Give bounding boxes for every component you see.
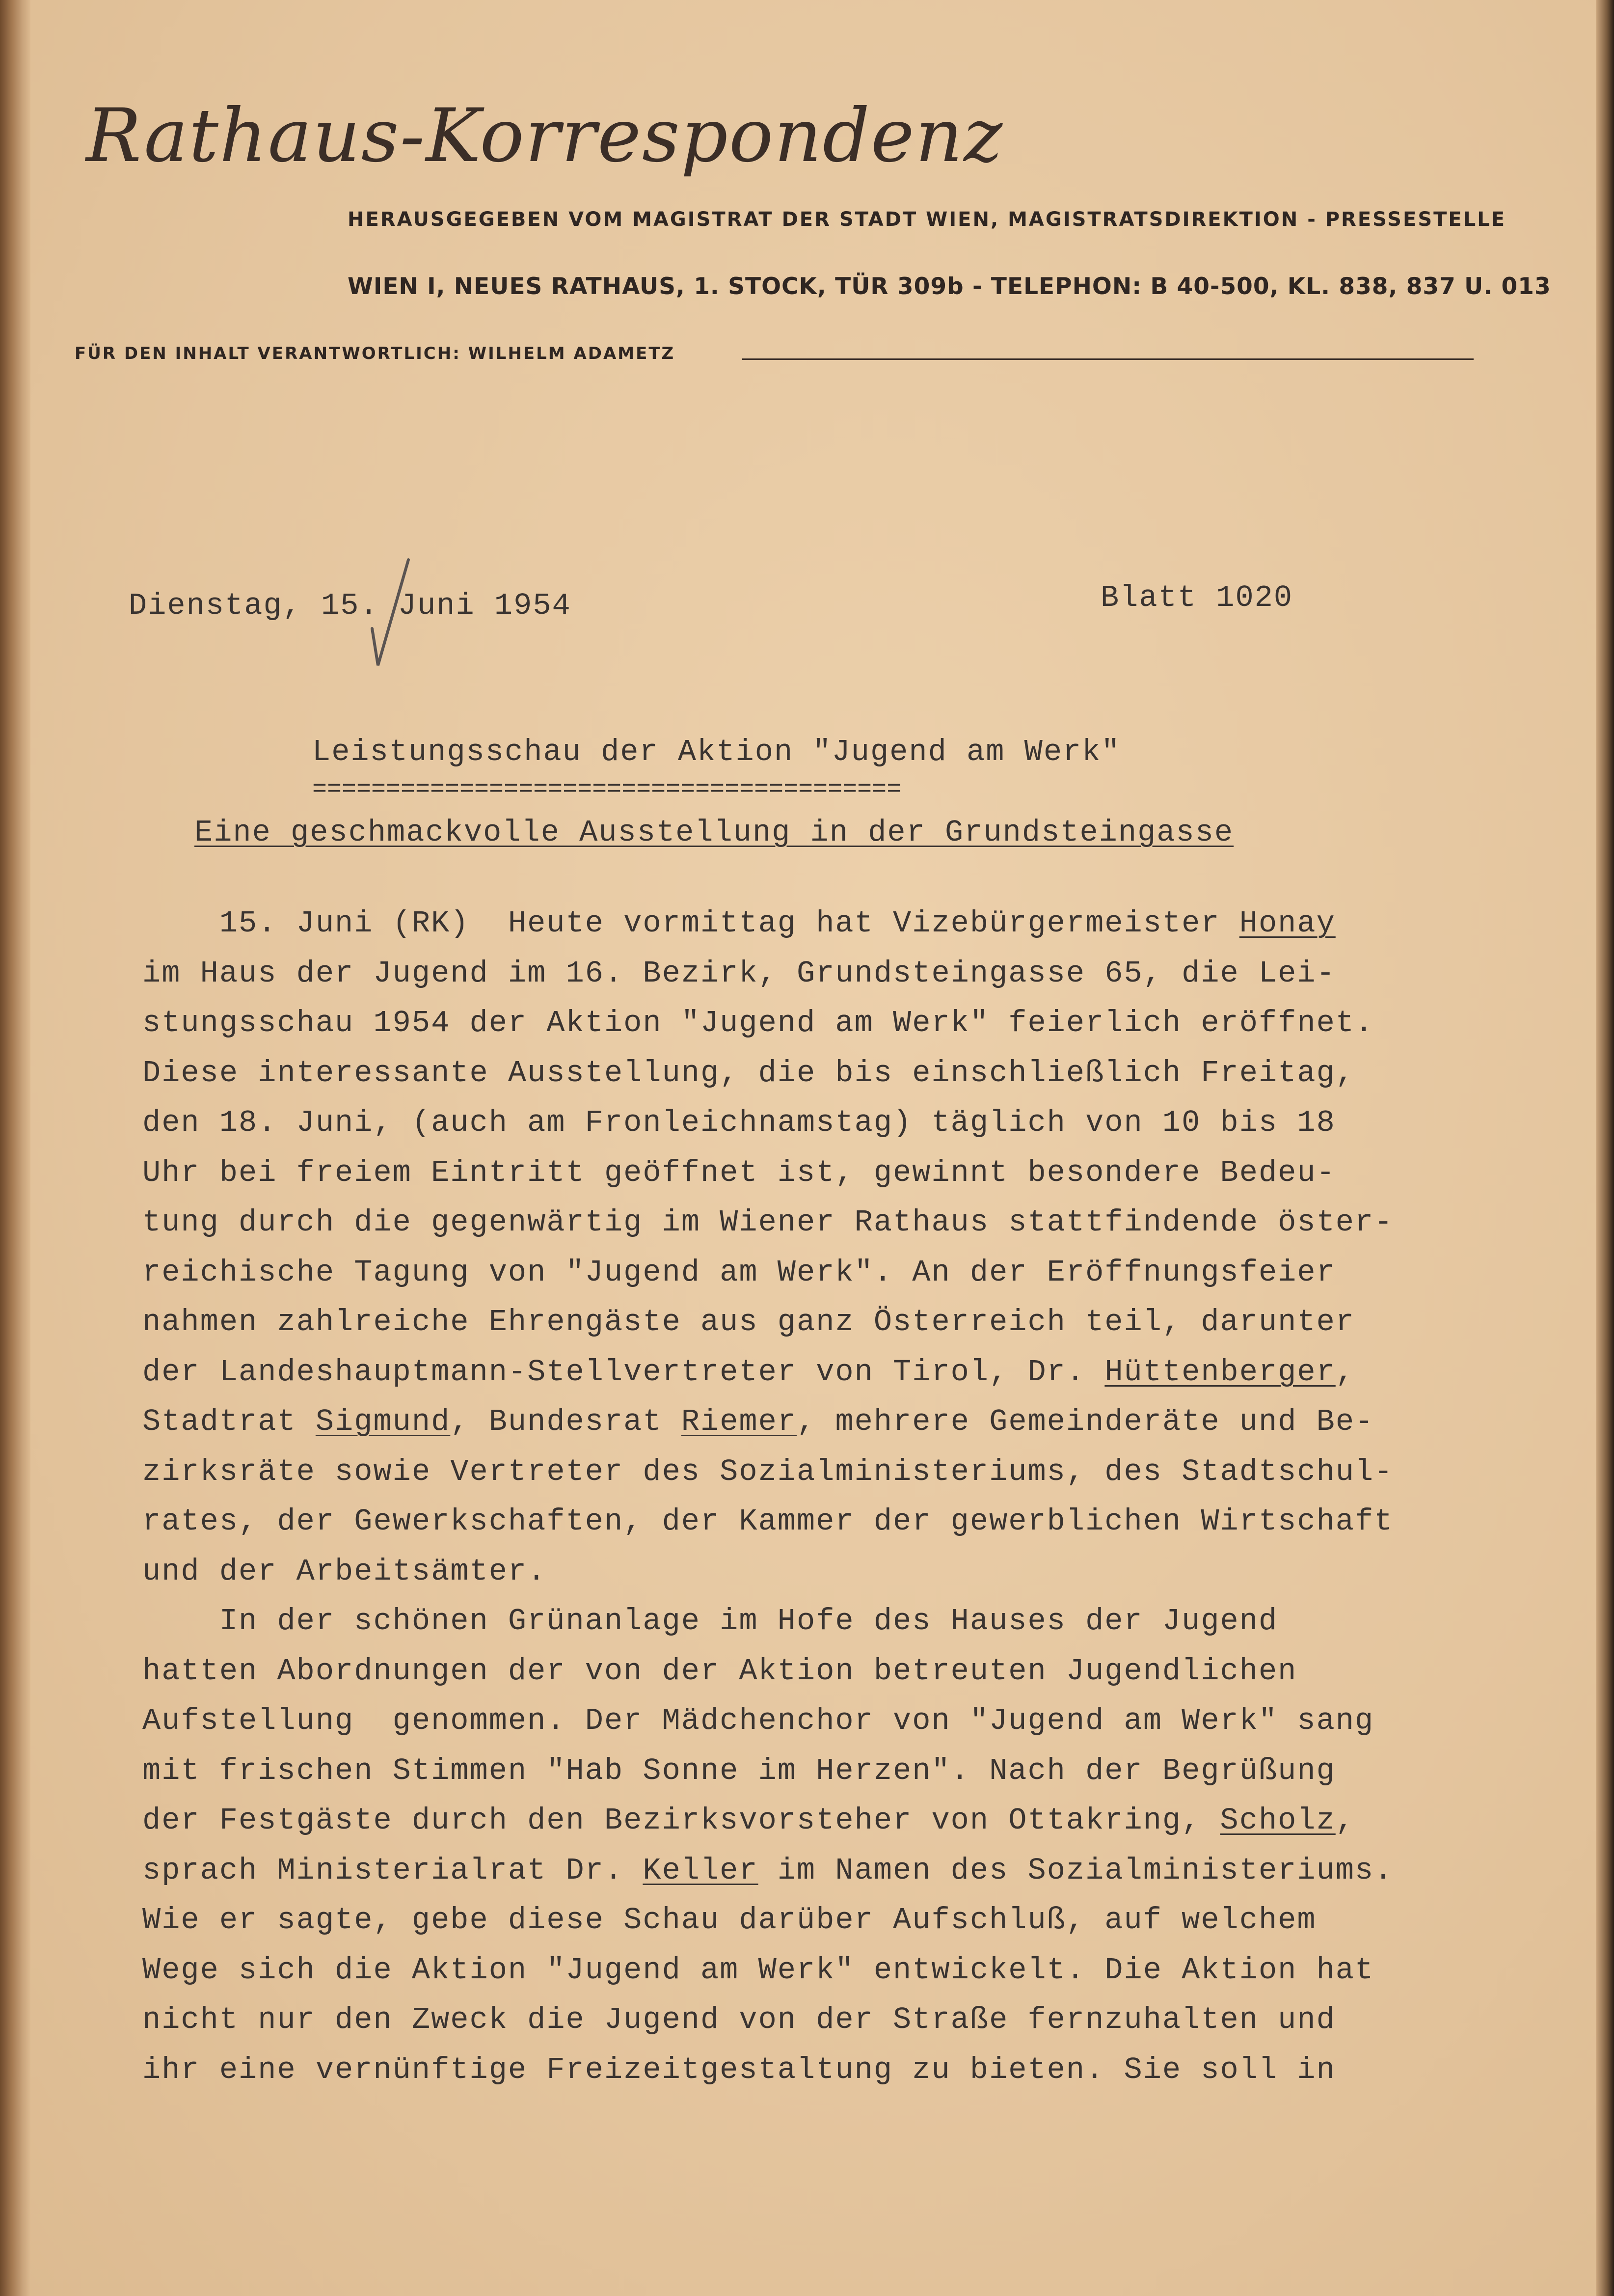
underlined-name: Sigmund [315, 1404, 451, 1439]
body-line: den 18. Juni, (auch am Fronleichnamstag) täglich von 10 bis 18 [142, 1105, 1336, 1140]
body-line: Stadtrat Sigmund, Bundesrat Riemer, mehrere Gemeinderäte und Be- [142, 1404, 1374, 1439]
body-line: der Festgäste durch den Bezirksvorsteher von Ottakring, Scholz, [142, 1803, 1355, 1838]
body-line: sprach Ministerialrat Dr. Keller im Namen des Sozialministeriums. [142, 1853, 1394, 1888]
body-line: rates, der Gewerkschaften, der Kammer der gewerblichen Wirtschaft [142, 1504, 1394, 1539]
body-line: In der schönen Grünanlage im Hofe des Hauses der Jugend [142, 1604, 1278, 1639]
underlined-name: Keller [643, 1853, 758, 1888]
body-line: Wege sich die Aktion "Jugend am Werk" entwickelt. Die Aktion hat [142, 1952, 1374, 1988]
body-line: Uhr bei freiem Eintritt geöffnet ist, gewinnt besondere Bedeu- [142, 1155, 1336, 1190]
masthead-title: Rathaus-Korrespondenz [86, 93, 1004, 179]
address-line: WIEN I, NEUES RATHAUS, 1. STOCK, TÜR 309b - TELEPHON: B 40-500, KL. 838, 837 U. 013 [348, 273, 1551, 300]
body-line: und der Arbeitsämter. [142, 1554, 547, 1589]
responsible-row [75, 344, 1474, 368]
responsible-rule [742, 358, 1474, 360]
underlined-name: Riemer [681, 1404, 797, 1439]
body-line: reichische Tagung von "Jugend am Werk". An der Eröffnungsfeier [142, 1255, 1336, 1290]
body-line: hatten Abordnungen der von der Aktion betreuten Jugendlichen [142, 1653, 1297, 1689]
page-edge [1596, 0, 1614, 2296]
headline-rule: ======================================== [312, 776, 902, 804]
underlined-name: Honay [1239, 906, 1336, 941]
underlined-name: Scholz [1220, 1803, 1336, 1838]
publisher-line: HERAUSGEGEBEN VOM MAGISTRAT DER STADT WIEN, MAGISTRATSDIREKTION - PRESSESTELLE [348, 208, 1506, 231]
article-body [142, 899, 1497, 2095]
responsible-line: FÜR DEN INHALT VERANTWORTLICH: WILHELM ADAMETZ [75, 344, 675, 363]
body-line: 15. Juni (RK) Heute vormittag hat Vizebürgermeister Honay [142, 906, 1336, 941]
body-line: der Landeshauptmann-Stellvertreter von Tirol, Dr. Hüttenberger, [142, 1354, 1355, 1390]
body-line: stungsschau 1954 der Aktion "Jugend am Werk" feierlich eröffnet. [142, 1006, 1374, 1040]
underlined-name: Hüttenberger [1104, 1354, 1336, 1390]
sheet-number: Blatt 1020 [1101, 580, 1293, 615]
body-line: zirksräte sowie Vertreter des Sozialministeriums, des Stadtschul- [142, 1454, 1394, 1489]
body-line: mit frischen Stimmen "Hab Sonne im Herzen". Nach der Begrüßung [142, 1753, 1336, 1788]
body-line: ihr eine vernünftige Freizeitgestaltung zu bieten. Sie soll in [142, 2052, 1336, 2087]
subheadline: Eine geschmackvolle Ausstellung in der Grundsteingasse [194, 815, 1234, 850]
body-line: Aufstellung genommen. Der Mädchenchor von "Jugend am Werk" sang [142, 1703, 1374, 1738]
body-line: Wie er sagte, gebe diese Schau darüber Aufschluß, auf welchem [142, 1903, 1317, 1938]
check-mark-icon [363, 555, 417, 683]
binding-spine [0, 0, 30, 2296]
body-line: nicht nur den Zweck die Jugend von der Straße fernzuhalten und [142, 2002, 1336, 2037]
body-line: Diese interessante Ausstellung, die bis einschließlich Freitag, [142, 1055, 1355, 1091]
body-line: nahmen zahlreiche Ehrengäste aus ganz Österreich teil, darunter [142, 1305, 1355, 1339]
dateline: Dienstag, 15. Juni 1954 [129, 588, 571, 623]
body-line: tung durch die gegenwärtig im Wiener Rathaus stattfindende öster- [142, 1205, 1394, 1240]
body-line: im Haus der Jugend im 16. Bezirk, Grundsteingasse 65, die Lei- [142, 956, 1336, 991]
headline: Leistungsschau der Aktion "Jugend am Werk" [312, 735, 1121, 769]
